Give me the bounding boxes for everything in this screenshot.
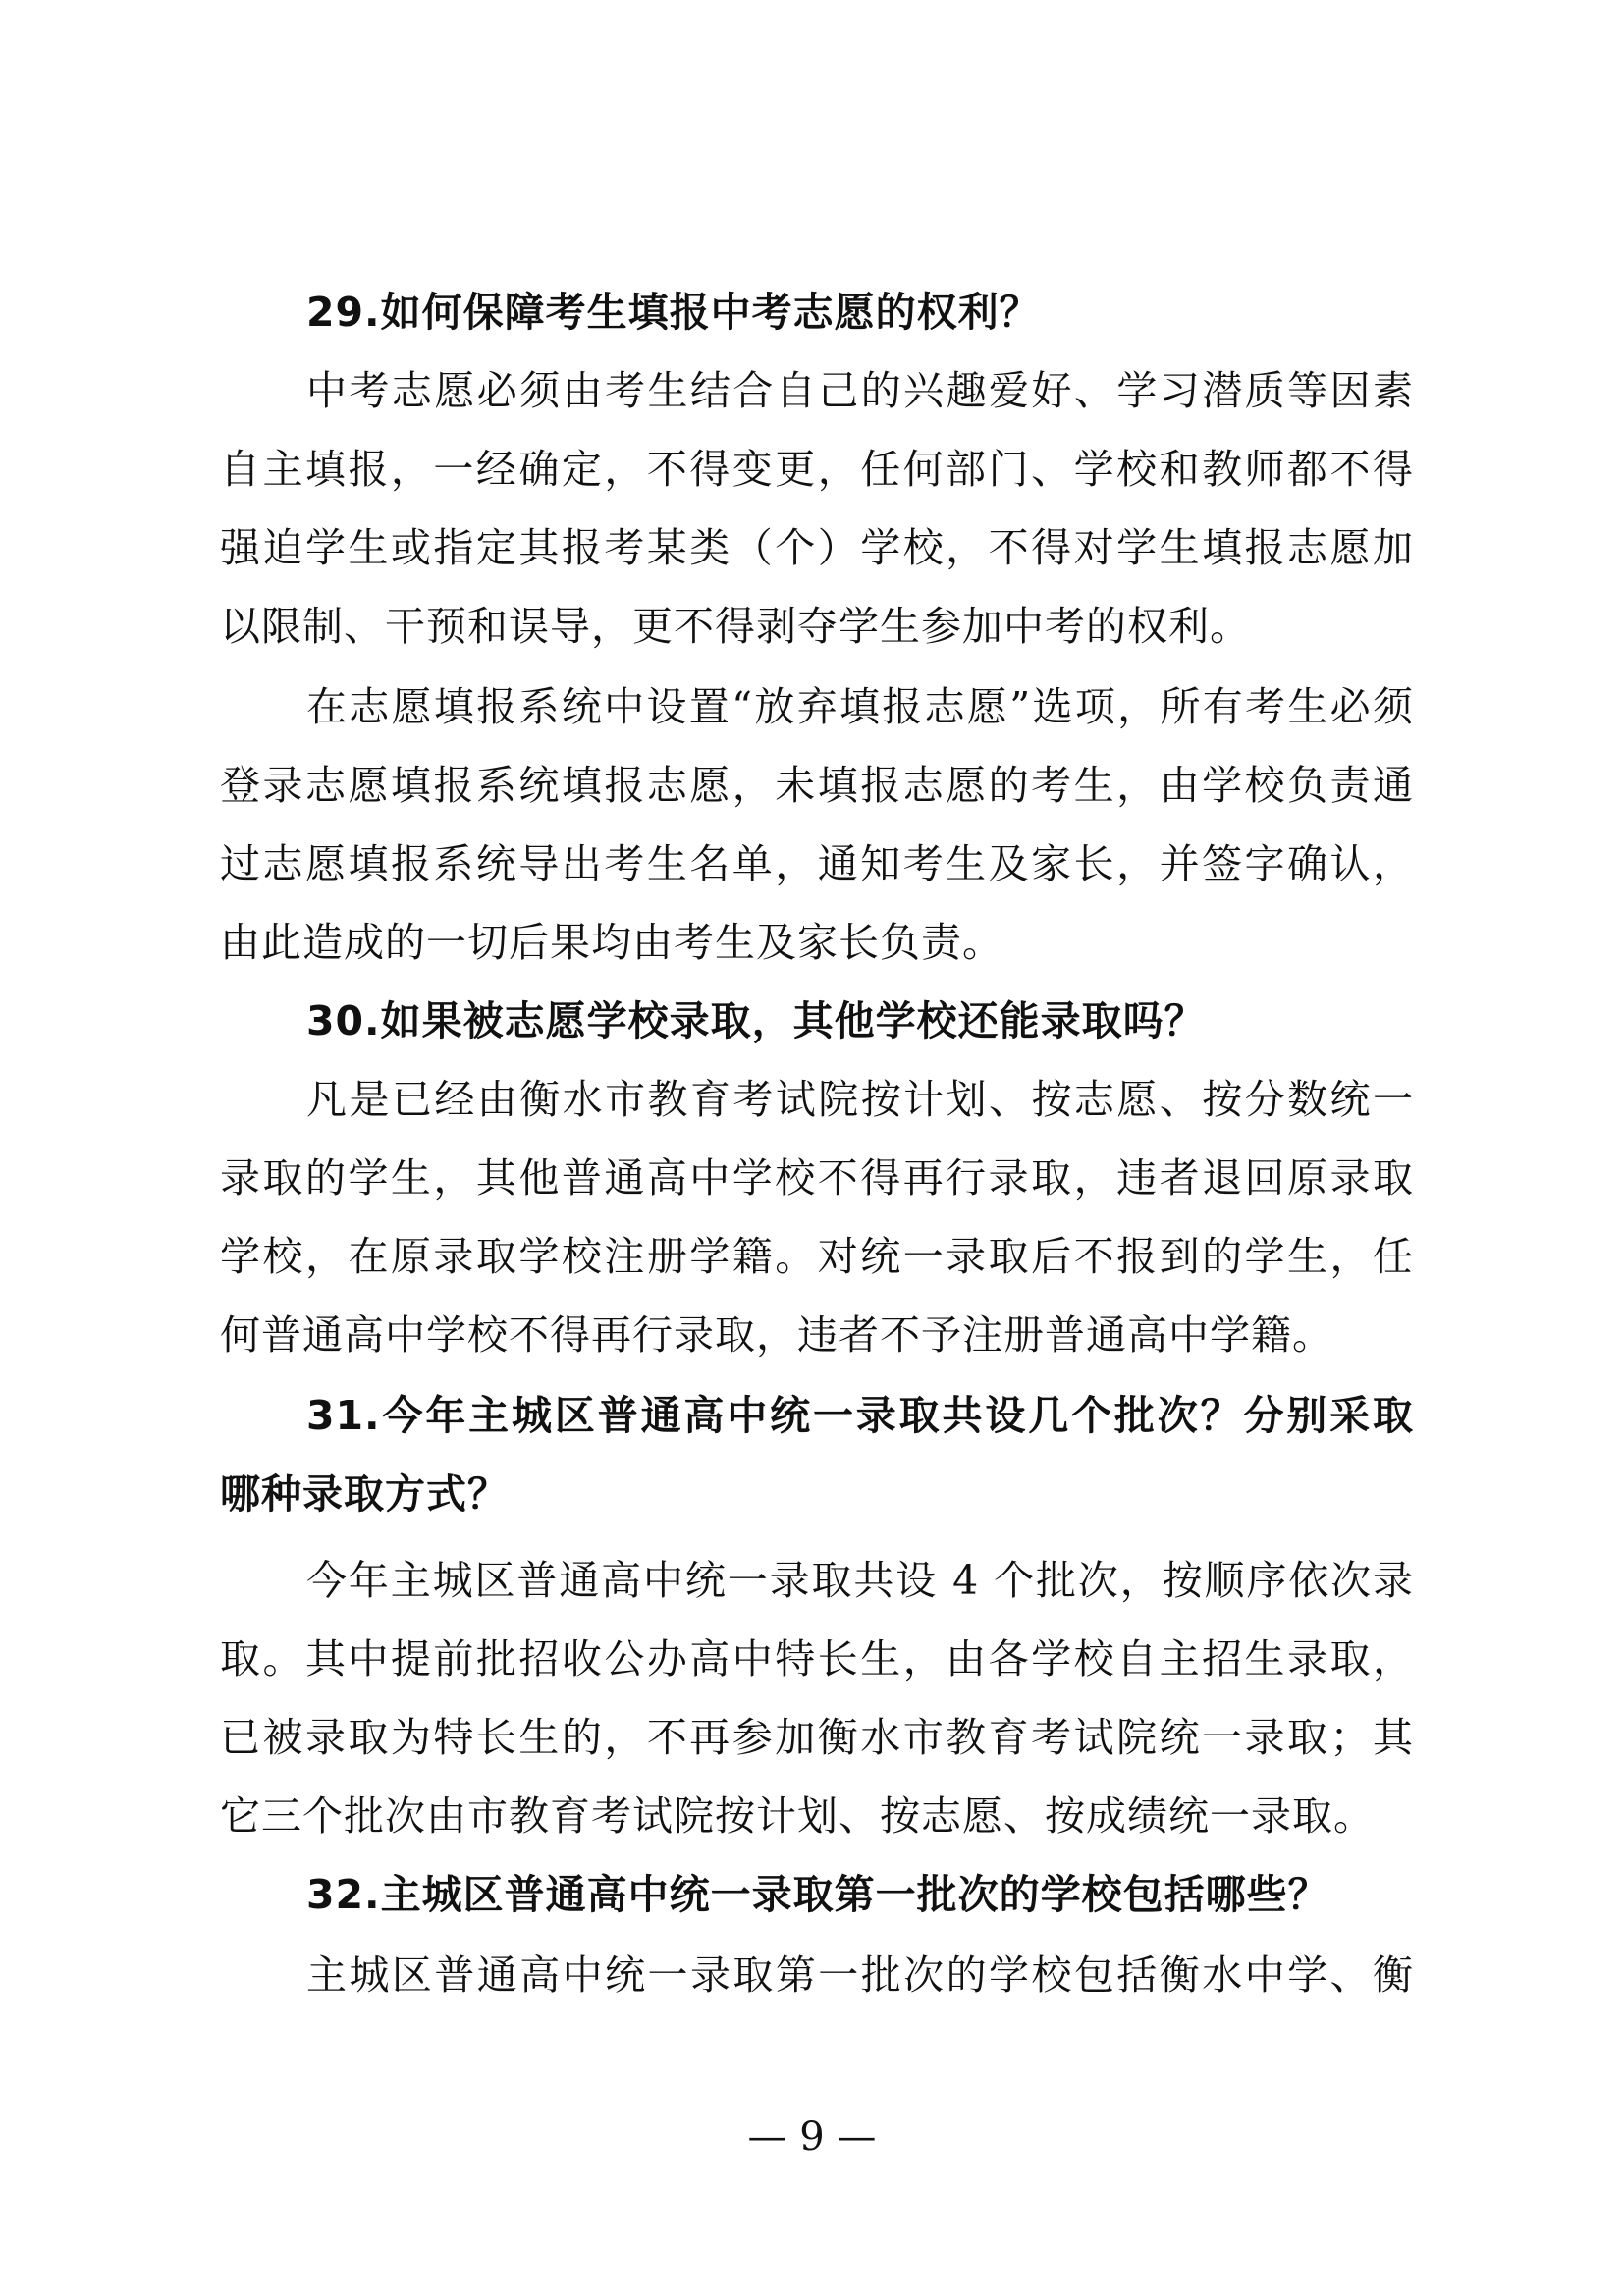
paragraph-line: 录取的学生，其他普通高中学校不得再行录取，违者退回原录取 [220, 1154, 1414, 1201]
section-heading-31: 31.今年主城区普通高中统一录取共设几个批次？分别采取 [306, 1392, 1414, 1439]
paragraph-line: 强迫学生或指定其报考某类（个）学校，不得对学生填报志愿加 [220, 524, 1414, 571]
section-heading-29: 29.如何保障考生填报中考志愿的权利？ [306, 289, 1041, 336]
page-number: — 9 — [747, 2114, 877, 2160]
paragraph-line: 由此造成的一切后果均由考生及家长负责。 [220, 919, 1003, 966]
paragraph-line: 自主填报，一经确定，不得变更，任何部门、学校和教师都不得 [220, 446, 1414, 493]
paragraph-line: 凡是已经由衡水市教育考试院按计划、按志愿、按分数统一 [306, 1076, 1414, 1123]
paragraph-line: 取。其中提前批招收公办高中特长生，由各学校自主招生录取， [220, 1635, 1414, 1682]
paragraph-line: 学校，在原录取学校注册学籍。对统一录取后不报到的学生，任 [220, 1233, 1414, 1280]
paragraph-line: 何普通高中学校不得再行录取，违者不予注册普通高中学籍。 [220, 1311, 1333, 1359]
paragraph-line: 已被录取为特长生的，不再参加衡水市教育考试院统一录取；其 [220, 1714, 1414, 1761]
paragraph-line: 中考志愿必须由考生结合自己的兴趣爱好、学习潜质等因素 [306, 367, 1414, 414]
paragraph-line: 过志愿填报系统导出考生名单，通知考生及家长，并签字确认， [220, 840, 1414, 887]
paragraph-line: 在志愿填报系统中设置“放弃填报志愿”选项，所有考生必须 [306, 683, 1414, 730]
paragraph-line: 主城区普通高中统一录取第一批次的学校包括衡水中学、衡 [306, 1951, 1414, 1999]
section-heading-32: 32.主城区普通高中统一录取第一批次的学校包括哪些？ [306, 1871, 1329, 1918]
section-heading-31-continued: 哪种录取方式？ [220, 1470, 509, 1518]
section-heading-30: 30.如果被志愿学校录取，其他学校还能录取吗？ [306, 997, 1206, 1044]
paragraph-line: 登录志愿填报系统填报志愿，未填报志愿的考生，由学校负责通 [220, 762, 1414, 809]
paragraph-line: 今年主城区普通高中统一录取共设 4 个批次，按顺序依次录 [306, 1557, 1414, 1604]
paragraph-line: 它三个批次由市教育考试院按计划、按志愿、按成绩统一录取。 [220, 1792, 1375, 1840]
paragraph-line: 以限制、干预和误导，更不得剥夺学生参加中考的权利。 [220, 603, 1251, 650]
